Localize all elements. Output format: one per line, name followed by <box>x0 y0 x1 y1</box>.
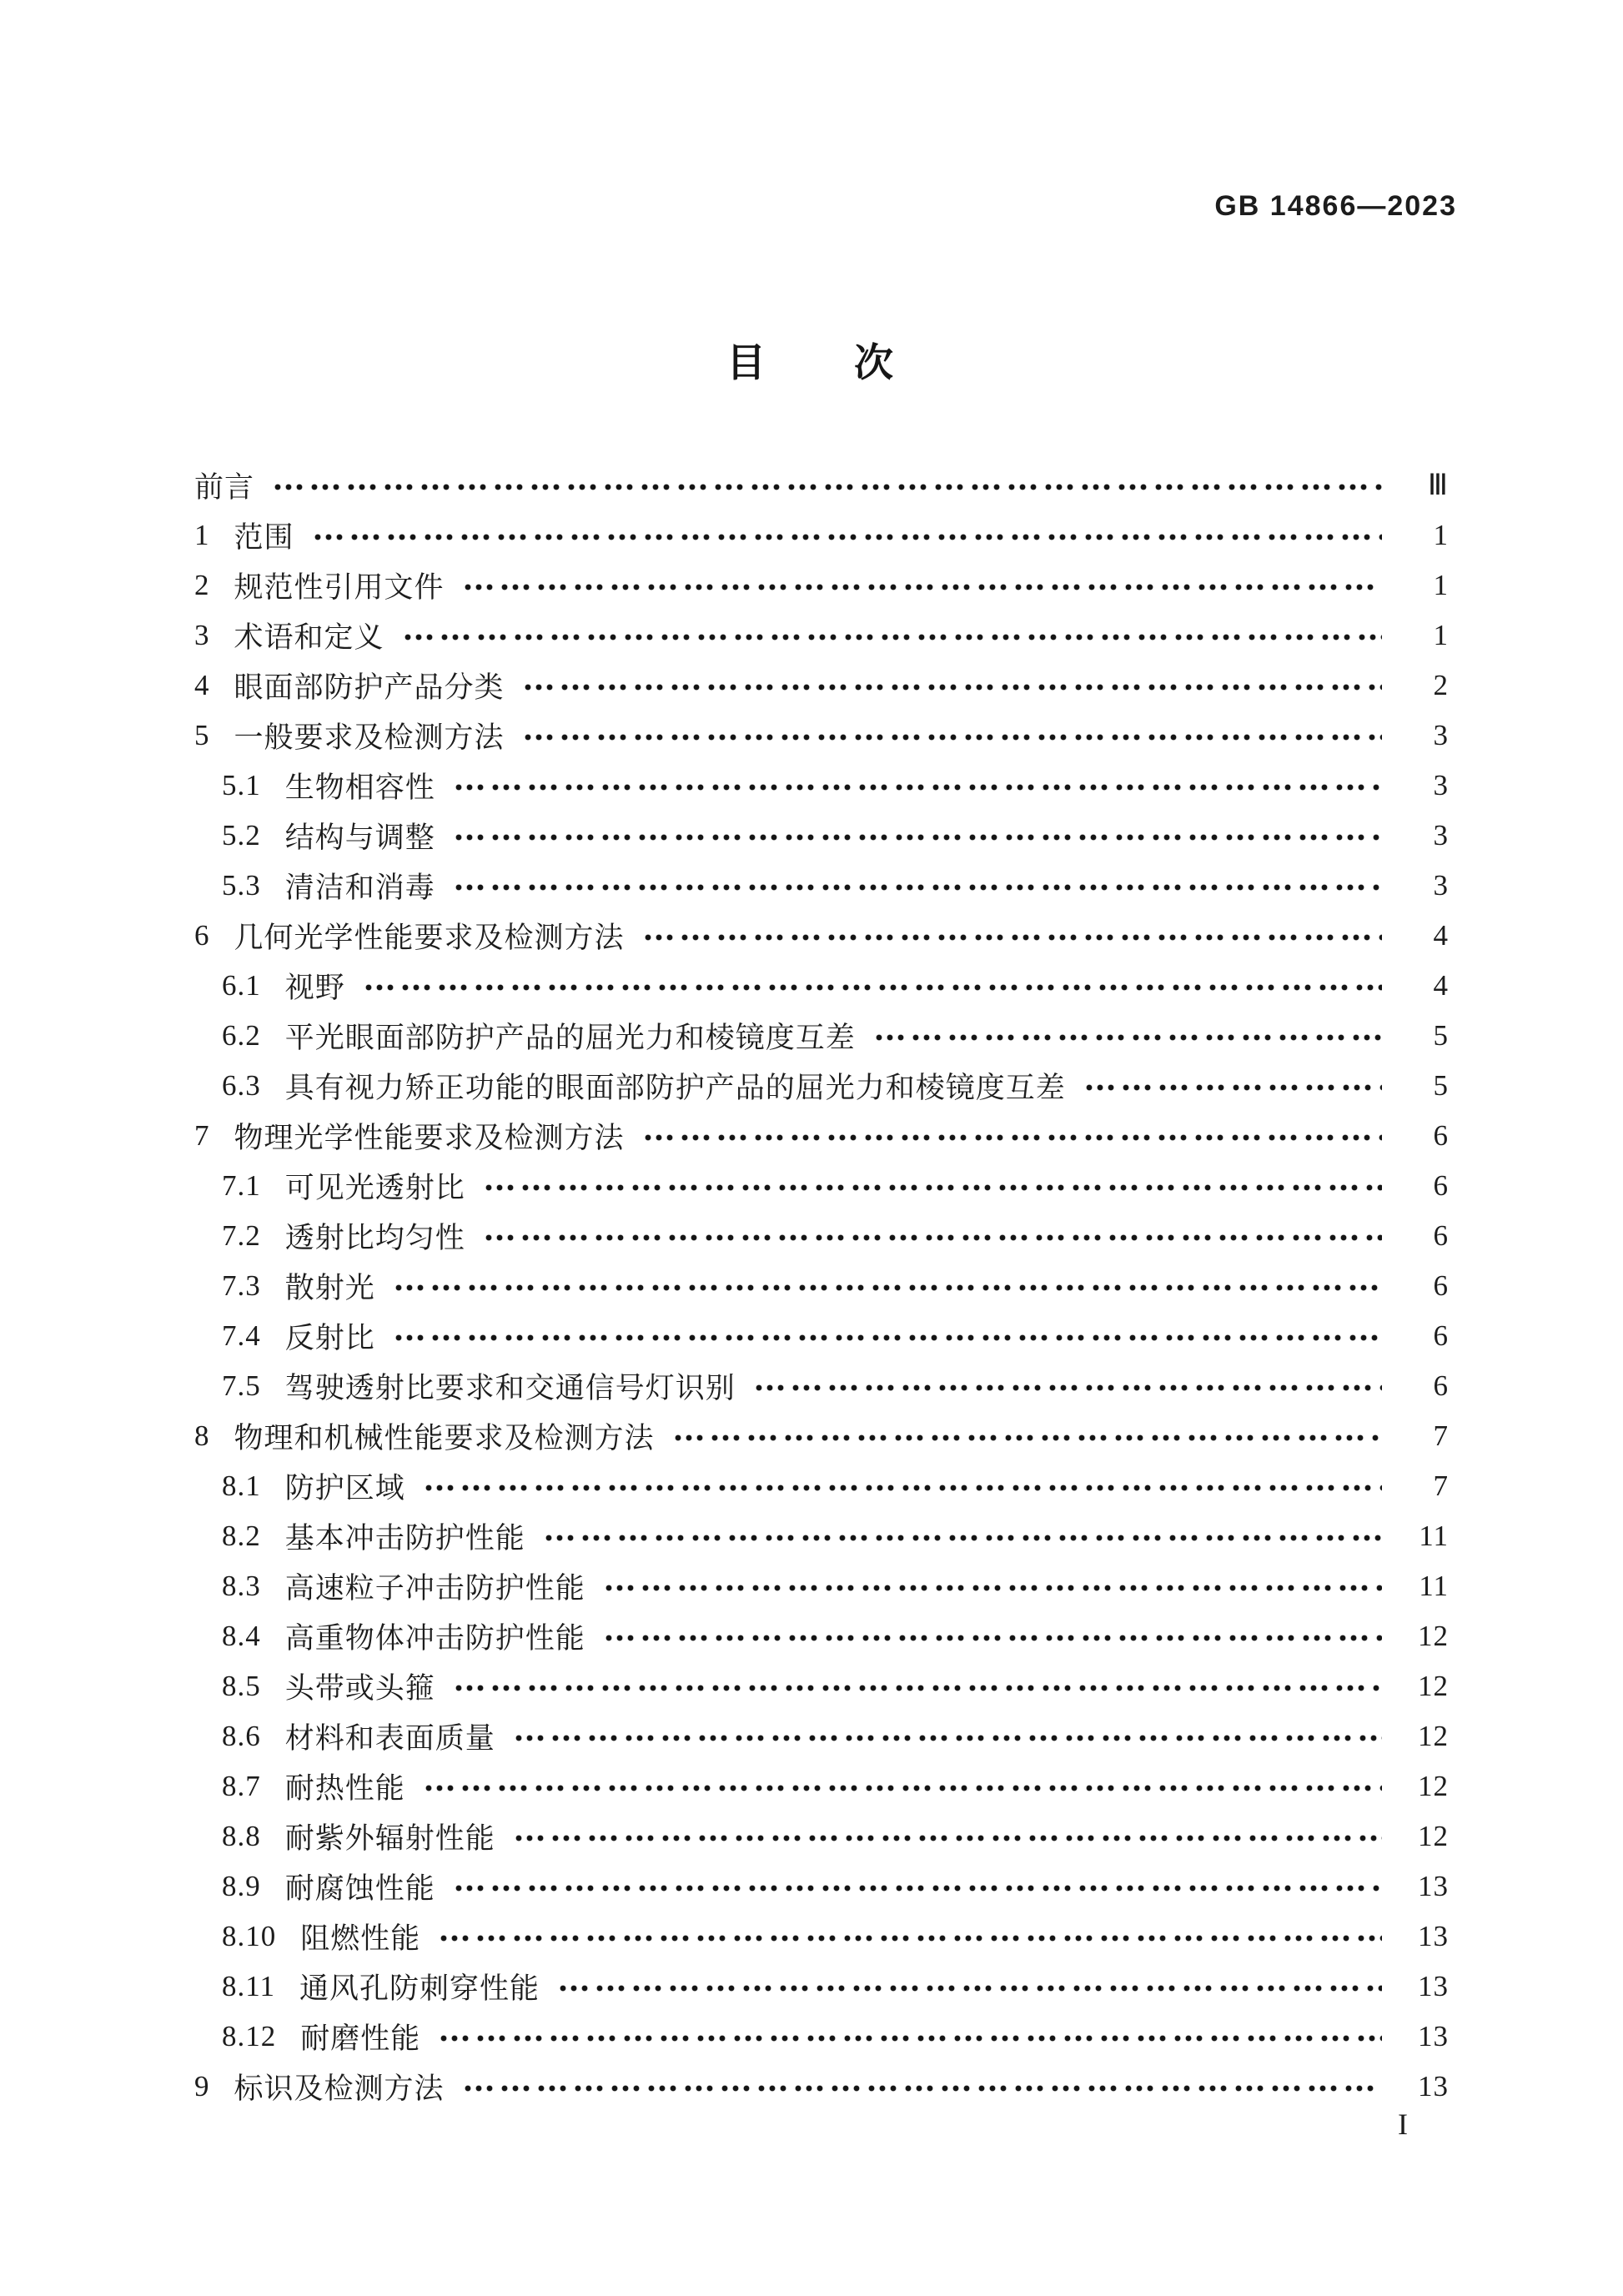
toc-entry-page: 11 <box>1419 1520 1449 1552</box>
toc-entry-title: 头带或头箍 <box>284 1672 435 1705</box>
toc-entry-number: 3 <box>194 619 210 651</box>
toc-entry-page: 3 <box>1433 869 1449 902</box>
toc-entry-title: 眼面部防护产品分类 <box>234 671 505 704</box>
dot-leader <box>523 681 1382 693</box>
toc-entry-number: 8.2 <box>222 1520 261 1552</box>
toc-entry-page: 13 <box>1418 1970 1449 2002</box>
dot-leader <box>454 882 1382 893</box>
dot-leader <box>754 1382 1382 1394</box>
footer-page-number: I <box>1398 2108 1408 2141</box>
toc-entry <box>194 861 1449 911</box>
toc-entry-title: 视野 <box>284 972 345 1004</box>
toc-entry <box>194 811 1449 861</box>
toc-entry <box>194 711 1449 761</box>
toc-entry-number: 8.11 <box>222 1970 275 2002</box>
toc-entry-page: 2 <box>1433 669 1449 701</box>
toc-entry <box>194 1861 1449 1912</box>
toc-entry-number: 8.9 <box>222 1870 261 1902</box>
toc-entry-page: 4 <box>1433 969 1449 1002</box>
toc-entry-number: 4 <box>194 669 210 701</box>
toc-entry-page: 7 <box>1433 1470 1449 1502</box>
toc-entry-title: 透射比均匀性 <box>284 1222 465 1254</box>
toc-entry-title: 高重物体冲击防护性能 <box>284 1622 585 1655</box>
toc-entry-title: 具有视力矫正功能的眼面部防护产品的屈光力和棱镜度互差 <box>284 1072 1066 1104</box>
dot-leader <box>439 1932 1382 1944</box>
toc-entry-title: 耐磨性能 <box>300 2022 421 2055</box>
toc-entry <box>194 1711 1449 1761</box>
toc-entry-page: 1 <box>1433 519 1449 551</box>
dot-leader <box>454 831 1382 843</box>
toc-entry <box>194 1511 1449 1561</box>
toc-entry <box>194 1161 1449 1211</box>
toc-entry-page: 3 <box>1433 719 1449 751</box>
toc-entry-page: 3 <box>1433 819 1449 852</box>
toc-entry-page: 13 <box>1418 1870 1449 1902</box>
dot-leader <box>364 982 1382 993</box>
toc-entry <box>194 1011 1449 1061</box>
dot-leader <box>394 1332 1382 1344</box>
toc-entry-title: 清洁和消毒 <box>284 872 435 904</box>
dot-leader <box>424 1482 1382 1494</box>
toc-entry-number: 5.1 <box>222 769 261 801</box>
toc-entry-title: 可见光透射比 <box>284 1172 465 1204</box>
toc-entry-page: 6 <box>1433 1369 1449 1402</box>
toc-entry-page: 13 <box>1418 1920 1449 1952</box>
toc-entry-number: 8.6 <box>222 1720 261 1752</box>
dot-leader <box>523 731 1382 743</box>
toc-entry-number: 7.5 <box>222 1369 261 1402</box>
toc-entry-number: 6.3 <box>222 1069 261 1102</box>
toc-entry <box>194 1061 1449 1111</box>
toc-entry <box>194 1411 1449 1461</box>
toc-entry-number: 2 <box>194 569 210 601</box>
toc-entry-number: 8 <box>194 1419 210 1452</box>
toc-entry <box>194 911 1449 961</box>
toc-entry-title: 材料和表面质量 <box>284 1722 495 1755</box>
toc-entry <box>194 1111 1449 1161</box>
dot-leader <box>394 1282 1382 1294</box>
toc-entry-title: 高速粒子冲击防护性能 <box>284 1572 585 1605</box>
toc-entry-number: 8.10 <box>222 1920 277 1952</box>
toc-entry-title: 物理光学性能要求及检测方法 <box>234 1122 625 1154</box>
dot-leader <box>273 481 1382 493</box>
toc-entry-title: 标识及检测方法 <box>234 2072 445 2105</box>
dot-leader <box>403 631 1382 643</box>
toc-entry-title: 平光眼面部防护产品的屈光力和棱镜度互差 <box>284 1022 856 1054</box>
dot-leader <box>643 932 1382 943</box>
toc-entry-page: 6 <box>1433 1119 1449 1152</box>
toc-entry-title: 术语和定义 <box>234 621 384 654</box>
toc-entry-number: 7.4 <box>222 1319 261 1352</box>
toc-entry <box>194 1962 1449 2012</box>
toc-entry-page: 5 <box>1433 1069 1449 1102</box>
toc-entry <box>194 510 1449 560</box>
toc-entry-page: 3 <box>1433 769 1449 801</box>
toc-entry-title: 几何光学性能要求及检测方法 <box>234 922 625 954</box>
toc-entry-title: 规范性引用文件 <box>234 571 445 604</box>
toc-entry-page: 6 <box>1433 1219 1449 1252</box>
toc-entry-page: 1 <box>1433 619 1449 651</box>
toc-entry-number: 1 <box>194 519 210 551</box>
toc-entry-number: 8.4 <box>222 1620 261 1652</box>
toc-entry <box>194 761 1449 811</box>
toc-entry-page: 5 <box>1433 1019 1449 1052</box>
toc-entry-title: 耐热性能 <box>284 1772 405 1805</box>
dot-leader <box>439 2032 1382 2044</box>
toc-entry-page: 6 <box>1433 1319 1449 1352</box>
standard-number: GB 14866—2023 <box>1214 190 1457 222</box>
table-of-contents <box>194 460 1449 2112</box>
dot-leader <box>673 1432 1382 1444</box>
dot-leader <box>643 1132 1382 1143</box>
toc-entry-title: 驾驶透射比要求和交通信号灯识别 <box>284 1372 736 1404</box>
dot-leader <box>454 1882 1382 1894</box>
toc-entry <box>194 1461 1449 1511</box>
toc-entry <box>194 661 1449 711</box>
toc-entry <box>194 1912 1449 1962</box>
toc-entry-title: 范围 <box>234 521 294 554</box>
dot-leader <box>484 1232 1382 1243</box>
toc-entry-number: 8.7 <box>222 1770 261 1802</box>
toc-entry-page: 7 <box>1433 1419 1449 1452</box>
toc-entry-title: 耐腐蚀性能 <box>284 1872 435 1905</box>
toc-entry-number: 8.1 <box>222 1470 261 1502</box>
toc-entry <box>194 1761 1449 1811</box>
page-title: 目 次 <box>726 340 897 384</box>
toc-entry-number: 6.2 <box>222 1019 261 1052</box>
toc-entry-title: 反射比 <box>284 1322 375 1354</box>
toc-entry-number: 5 <box>194 719 210 751</box>
toc-entry-page: 13 <box>1418 2020 1449 2052</box>
dot-leader <box>424 1782 1382 1794</box>
toc-entry <box>194 2062 1449 2112</box>
toc-entry-page: 12 <box>1418 1620 1449 1652</box>
dot-leader <box>558 1982 1382 1994</box>
toc-entry-number: 7.2 <box>222 1219 261 1252</box>
toc-entry-title: 基本冲击防护性能 <box>284 1522 525 1555</box>
toc-entry-number: 6.1 <box>222 969 261 1002</box>
toc-entry-page: 12 <box>1418 1770 1449 1802</box>
toc-entry-number: 5.2 <box>222 819 261 852</box>
dot-leader <box>1084 1082 1382 1093</box>
toc-entry <box>194 1561 1449 1611</box>
toc-entry-title: 阻燃性能 <box>300 1922 421 1955</box>
toc-entry <box>194 1311 1449 1361</box>
toc-entry <box>194 1661 1449 1711</box>
toc-entry-number: 8.5 <box>222 1670 261 1702</box>
dot-leader <box>874 1032 1382 1043</box>
toc-entry-page: 13 <box>1418 2070 1449 2103</box>
toc-entry <box>194 1611 1449 1661</box>
toc-entry-page: 11 <box>1419 1570 1449 1602</box>
toc-entry <box>194 1361 1449 1411</box>
toc-entry <box>194 1811 1449 1861</box>
toc-entry-title: 耐紫外辐射性能 <box>284 1822 495 1855</box>
dot-leader <box>604 1632 1382 1644</box>
dot-leader <box>514 1832 1382 1844</box>
toc-entry-page: 12 <box>1418 1720 1449 1752</box>
toc-entry-title: 散射光 <box>284 1272 375 1304</box>
toc-entry-title: 物理和机械性能要求及检测方法 <box>234 1422 655 1454</box>
toc-entry-title: 防护区域 <box>284 1472 405 1505</box>
toc-entry-page: 12 <box>1418 1820 1449 1852</box>
toc-entry-number: 8.12 <box>222 2020 277 2052</box>
toc-entry-page: 6 <box>1433 1169 1449 1202</box>
toc-entry <box>194 460 1449 510</box>
dot-leader <box>484 1182 1382 1193</box>
toc-entry-page: 6 <box>1433 1269 1449 1302</box>
toc-entry-page: Ⅲ <box>1427 469 1449 501</box>
dot-leader <box>454 781 1382 793</box>
toc-entry-number: 6 <box>194 919 210 952</box>
toc-entry <box>194 610 1449 661</box>
toc-entry <box>194 560 1449 610</box>
toc-entry-page: 12 <box>1418 1670 1449 1702</box>
toc-entry-number: 7 <box>194 1119 210 1152</box>
dot-leader <box>544 1532 1382 1544</box>
toc-entry <box>194 1211 1449 1261</box>
toc-entry-number: 8.3 <box>222 1570 261 1602</box>
toc-entry-title: 一般要求及检测方法 <box>234 721 505 754</box>
dot-leader <box>604 1582 1382 1594</box>
dot-leader <box>463 2082 1382 2094</box>
toc-entry-page: 1 <box>1433 569 1449 601</box>
toc-entry-number: 7.3 <box>222 1269 261 1302</box>
toc-entry <box>194 2012 1449 2062</box>
toc-entry-title: 结构与调整 <box>284 821 435 854</box>
toc-entry-page: 4 <box>1433 919 1449 952</box>
toc-entry <box>194 1261 1449 1311</box>
toc-entry-number: 7.1 <box>222 1169 261 1202</box>
dot-leader <box>313 531 1382 543</box>
toc-entry-title: 通风孔防刺穿性能 <box>299 1972 540 2005</box>
toc-entry-number: 5.3 <box>222 869 261 902</box>
toc-entry-number: 9 <box>194 2070 210 2103</box>
dot-leader <box>463 581 1382 593</box>
dot-leader <box>454 1682 1382 1694</box>
toc-entry <box>194 961 1449 1011</box>
toc-entry-title: 前言 <box>194 471 255 504</box>
dot-leader <box>514 1732 1382 1744</box>
toc-entry-number: 8.8 <box>222 1820 261 1852</box>
toc-entry-title: 生物相容性 <box>284 771 435 804</box>
